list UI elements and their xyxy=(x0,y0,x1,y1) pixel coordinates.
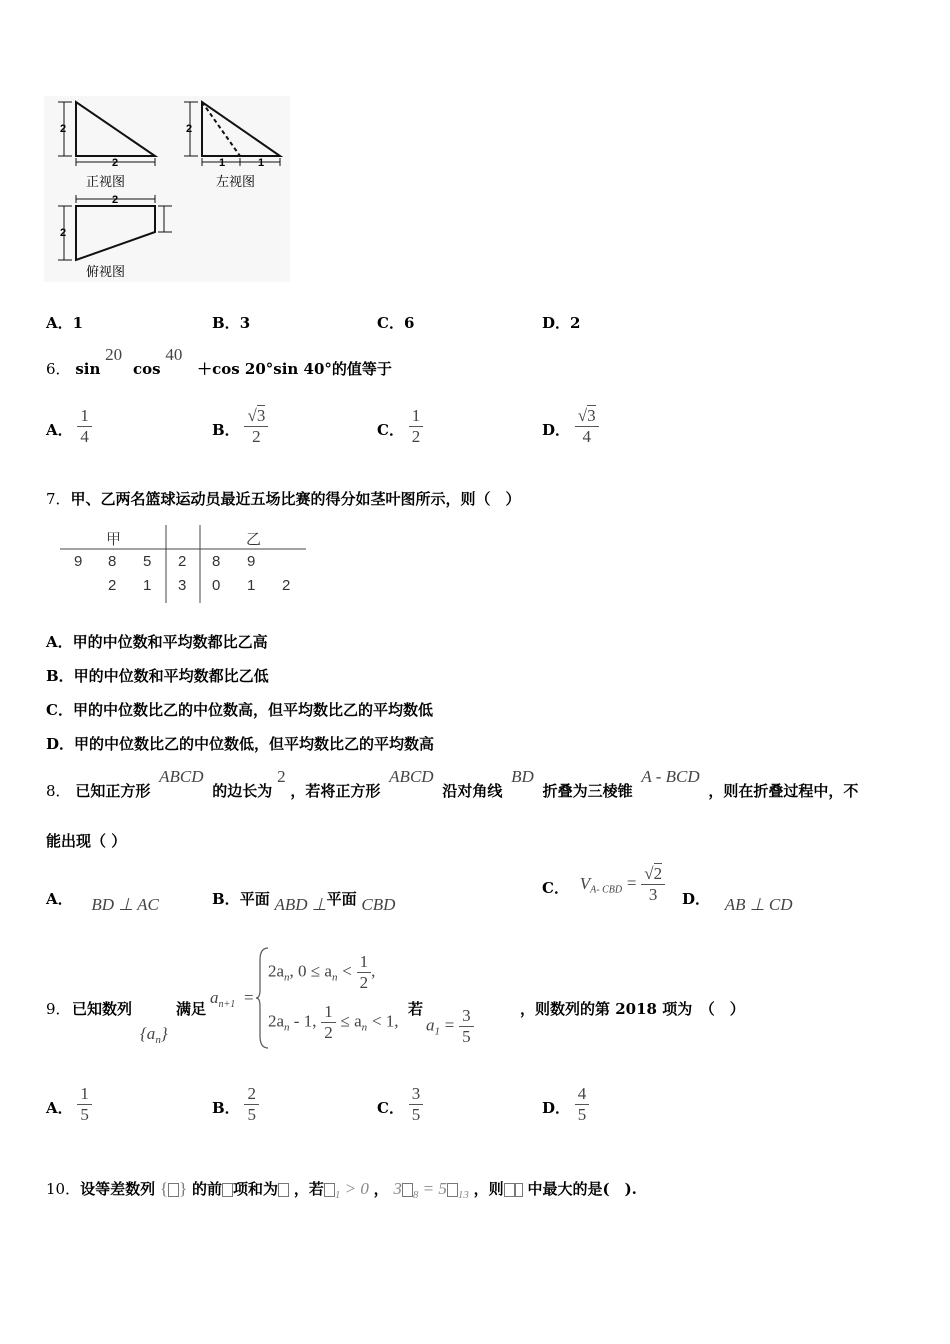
case-2: $2a_n - 1$, $\frac{1}{2}$ ≤ $a_n < 1$, xyxy=(268,1002,399,1042)
leaf-left: 1 xyxy=(143,577,152,594)
q6-option-c[interactable]: C． $\frac{1}{2}$ xyxy=(377,406,423,447)
missing-glyph-icon xyxy=(222,1183,233,1197)
q6-option-b[interactable]: B． √ $\frac{3}{2}$ xyxy=(212,406,268,447)
q5-option-c[interactable]: C．6 xyxy=(377,314,415,332)
stem-value: 2 xyxy=(178,553,187,570)
left-width1-label: 1 xyxy=(219,157,226,169)
q8-option-a[interactable]: A． BD ⊥ AC xyxy=(46,890,159,914)
q7-option-b[interactable]: B．甲的中位数和平均数都比乙低 xyxy=(46,667,269,685)
top-view-caption: 俯视图 xyxy=(86,265,126,280)
q6-c-fraction: $\frac{1}{2}$ xyxy=(409,406,424,447)
stem-value: 3 xyxy=(178,577,187,594)
leaf-left: 5 xyxy=(143,553,152,570)
left-height-label: 2 xyxy=(186,123,193,135)
q6-b-fraction: √ $\frac{3}{2}$ xyxy=(244,406,268,447)
left-width2-label: 1 xyxy=(258,157,265,169)
leaf-right: 1 xyxy=(247,577,256,594)
q5-option-a[interactable]: A．1 xyxy=(46,314,84,332)
front-height-label: 2 xyxy=(60,123,67,135)
leaf-right: 2 xyxy=(282,577,291,594)
missing-glyph-icon xyxy=(402,1183,413,1197)
leaf-right: 9 xyxy=(247,553,256,570)
q5-option-b[interactable]: B．3 xyxy=(212,314,251,332)
right-player-header: 乙 xyxy=(246,531,262,548)
left-player-header: 甲 xyxy=(106,531,122,548)
leaf-left: 8 xyxy=(108,553,117,570)
q8-option-d[interactable]: D． AB ⊥ CD xyxy=(682,890,793,914)
q8-c-fraction: √ $\frac{2}{3}$ xyxy=(641,864,665,905)
q7-stem: 7．甲、乙两名篮球运动员最近五场比赛的得分如茎叶图所示，则（ ） xyxy=(46,490,521,508)
missing-glyph-icon xyxy=(278,1183,289,1197)
recurrence-lhs: $a_{n+1}$ xyxy=(210,988,236,1010)
q9-option-c[interactable]: C． $\frac{3}{5}$ xyxy=(377,1084,423,1125)
sequence-symbol: $\{a_n\}$ xyxy=(140,1024,168,1046)
initial-value: $a_1$ = $\frac{3}{5}$ xyxy=(426,1006,474,1047)
q5-option-d[interactable]: D．2 xyxy=(542,314,581,332)
q8-stem-line2: 能出现（ ） xyxy=(46,832,127,850)
sqrt-icon xyxy=(578,406,587,425)
q8-option-b[interactable]: B．平面 ABD ⊥平面 CBD xyxy=(212,890,396,914)
q9-option-d[interactable]: D． $\frac{4}{5}$ xyxy=(542,1084,589,1125)
top-height-label: 2 xyxy=(60,227,67,239)
three-view-figure xyxy=(44,96,290,282)
front-view-caption: 正视图 xyxy=(86,175,126,190)
sqrt-icon xyxy=(247,406,256,425)
leaf-left: 2 xyxy=(108,577,117,594)
leaf-right: 8 xyxy=(212,553,221,570)
q8-stem-line1: 8． 已知正方形 ABCD 的边长为 2 ，若将正方形 ABCD 沿对角线 BD 折叠为三棱锥 A - BCD ，则在折叠过程中，不 xyxy=(46,767,859,800)
leaf-left: 9 xyxy=(74,553,83,570)
missing-glyph-icon xyxy=(447,1183,458,1197)
q6-option-a[interactable]: A． $\frac{1}{4}$ xyxy=(46,406,92,447)
front-width-label: 2 xyxy=(112,157,119,169)
q7-option-c[interactable]: C．甲的中位数比乙的中位数高，但平均数比乙的平均数低 xyxy=(46,701,433,719)
case-1: $2a_n$, $0 \le a_n$ < $\frac{1}{2}$ , xyxy=(268,952,376,992)
q6-d-fraction: √ $\frac{3}{4}$ xyxy=(575,406,599,447)
q9-option-a[interactable]: A． $\frac{1}{5}$ xyxy=(46,1084,92,1125)
missing-glyph-icon xyxy=(324,1183,335,1197)
q7-option-d[interactable]: D．甲的中位数比乙的中位数低，但平均数比乙的平均数高 xyxy=(46,735,435,753)
q6-stem: 6． sin 20 cos 40 ＋cos 20°sin 40°的值等于 xyxy=(46,345,392,378)
left-view-caption: 左视图 xyxy=(216,175,256,190)
stem-leaf-plot xyxy=(60,525,306,603)
q10-stem: 10．设等差数列 { } 的前 项和为 ，若 $_1$ > 0 ， 3 $_8$ = 5 $_{13}$ ，则 中最大的是( ). xyxy=(46,1179,637,1201)
q9-option-b[interactable]: B． $\frac{2}{5}$ xyxy=(212,1084,259,1125)
sqrt-icon xyxy=(644,864,653,883)
q6-a-fraction: $\frac{1}{4}$ xyxy=(77,406,92,447)
q8-option-c[interactable]: C． $V_{A- CBD}$ = √ $\frac{2}{3}$ xyxy=(542,864,665,905)
q7-option-a[interactable]: A．甲的中位数和平均数都比乙高 xyxy=(46,633,268,651)
missing-glyph-icon xyxy=(504,1183,515,1197)
q9-stem: 9． 已知数列 $\{a_n\}$ 满足 $a_{n+1}$ = $2a_n$, $0 \le a_n$ < $\frac{1}{2}$ , $2a_n - 1$, $\frac{1}{2}$ ≤ $a_n < 1$, 若 $a_1$ = $\frac{3}{5}$ ，则数列的第 2018 项为 （ ） xyxy=(46,944,766,1054)
missing-glyph-icon xyxy=(515,1183,523,1197)
q6-option-d[interactable]: D． √ $\frac{3}{4}$ xyxy=(542,406,599,447)
missing-glyph-icon xyxy=(168,1183,179,1197)
leaf-right: 0 xyxy=(212,577,221,594)
top-width-label: 2 xyxy=(112,194,119,206)
